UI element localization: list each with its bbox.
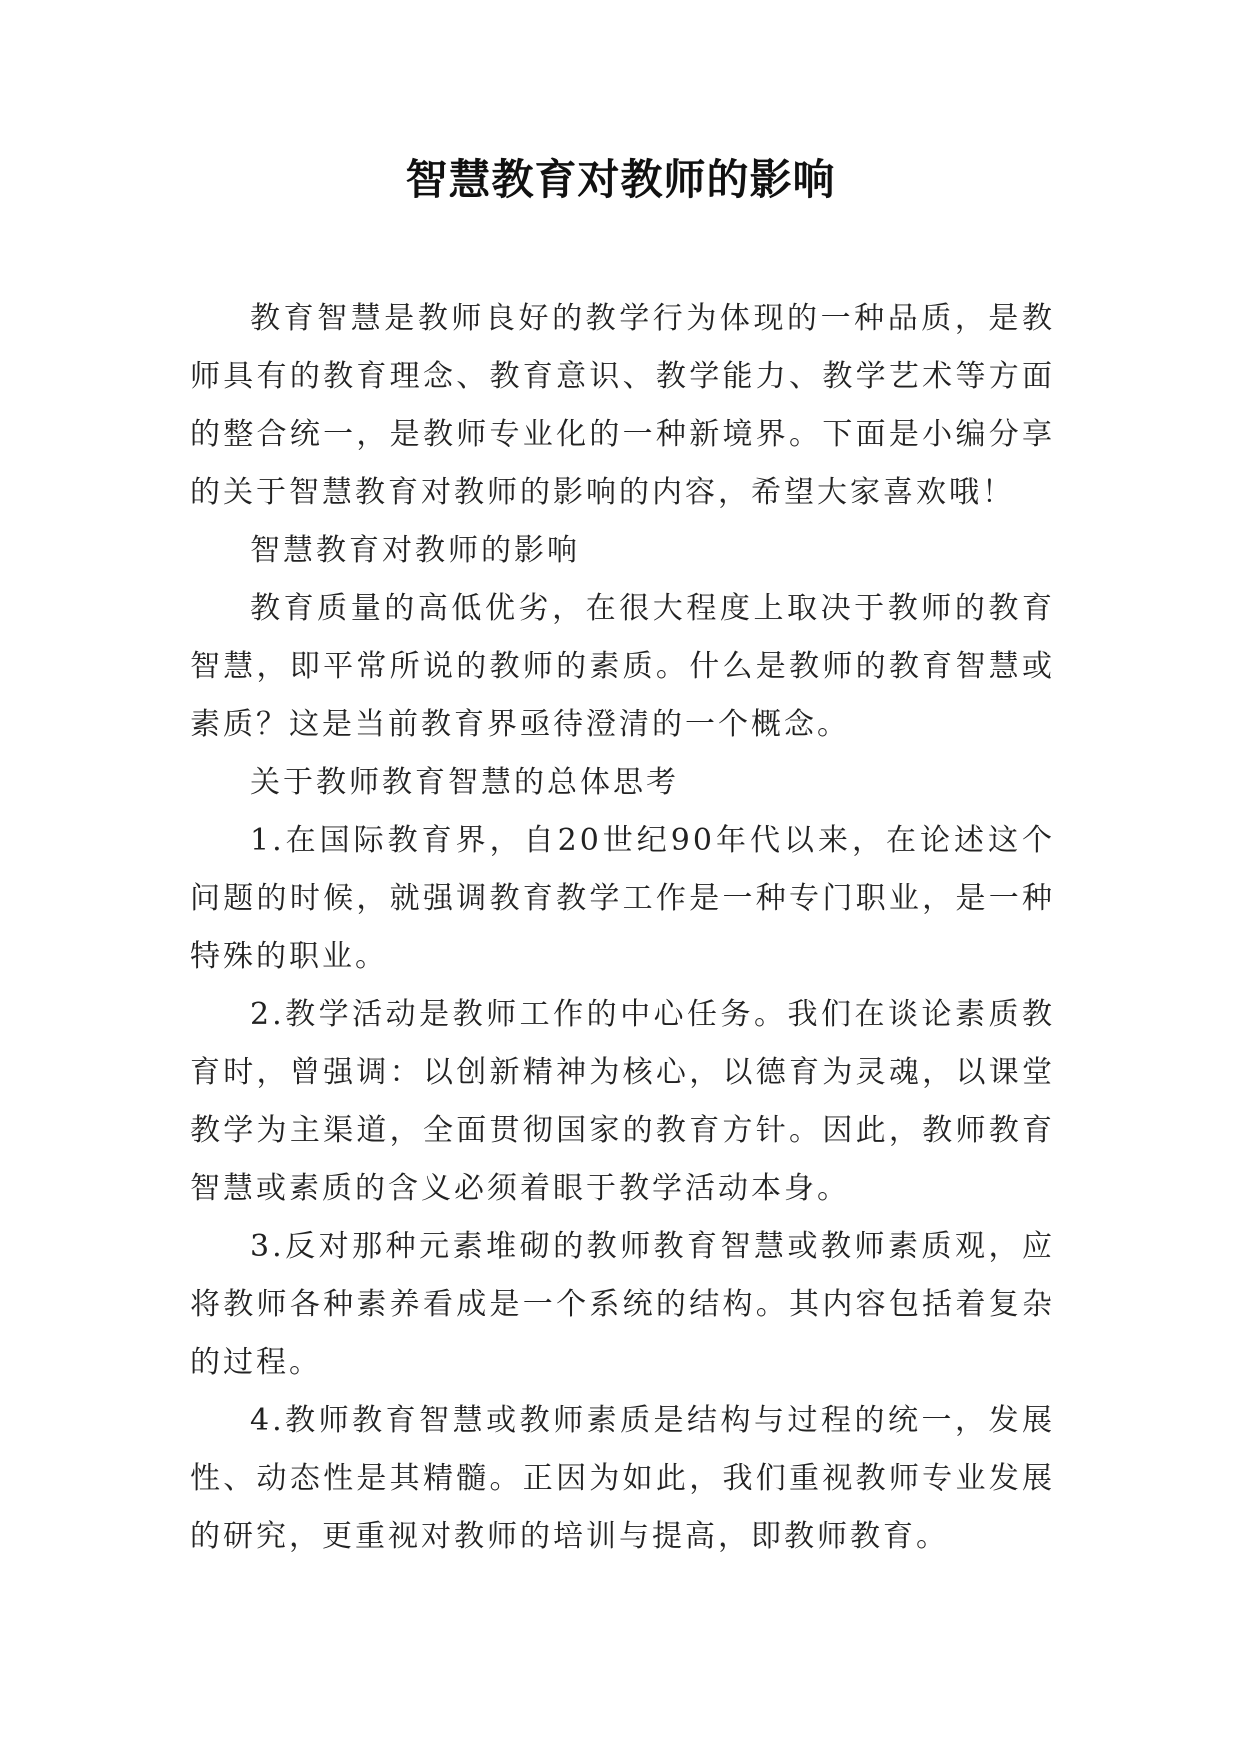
numbered-paragraph-3: 3.反对那种元素堆砌的教师教育智慧或教师素质观，应将教师各种素养看成是一个系统的结构。其内容包括着复杂的过程。 [190,1229,1055,1380]
numbered-paragraph-4: 4.教师教育智慧或教师素质是结构与过程的统一，发展性、动态性是其精髓。正因为如此，我们重视教师专业发展的研究，更重视对教师的培训与提高，即教师教育。 [190,1403,1055,1554]
body-paragraph: 教育质量的高低优劣，在很大程度上取决于教师的教育智慧，即平常所说的教师的素质。什么是教师的教育智慧或素质？这是当前教育界亟待澄清的一个概念。 [190,591,1055,742]
intro-paragraph: 教育智慧是教师良好的教学行为体现的一种品质，是教师具有的教育理念、教育意识、教学能力、教学艺术等方面的整合统一，是教师专业化的一种新境界。下面是小编分享的关于智慧教育对教师的影响的内容，希望大家喜欢哦！ [190,301,1055,510]
numbered-paragraph-1: 1.在国际教育界，自20世纪90年代以来，在论述这个问题的时候，就强调教育教学工作是一种专门职业，是一种特殊的职业。 [190,823,1055,974]
numbered-paragraph-2: 2.教学活动是教师工作的中心任务。我们在谈论素质教育时，曾强调：以创新精神为核心，以德育为灵魂，以课堂教学为主渠道，全面贯彻国家的教育方针。因此，教师教育智慧或素质的含义必须着眼于教学活动本身。 [190,997,1055,1206]
document-title: 智慧教育对教师的影响 [405,155,836,204]
section-heading: 智慧教育对教师的影响 [250,533,580,568]
document-body [190,290,1055,1566]
subsection-heading: 关于教师教育智慧的总体思考 [250,765,679,800]
